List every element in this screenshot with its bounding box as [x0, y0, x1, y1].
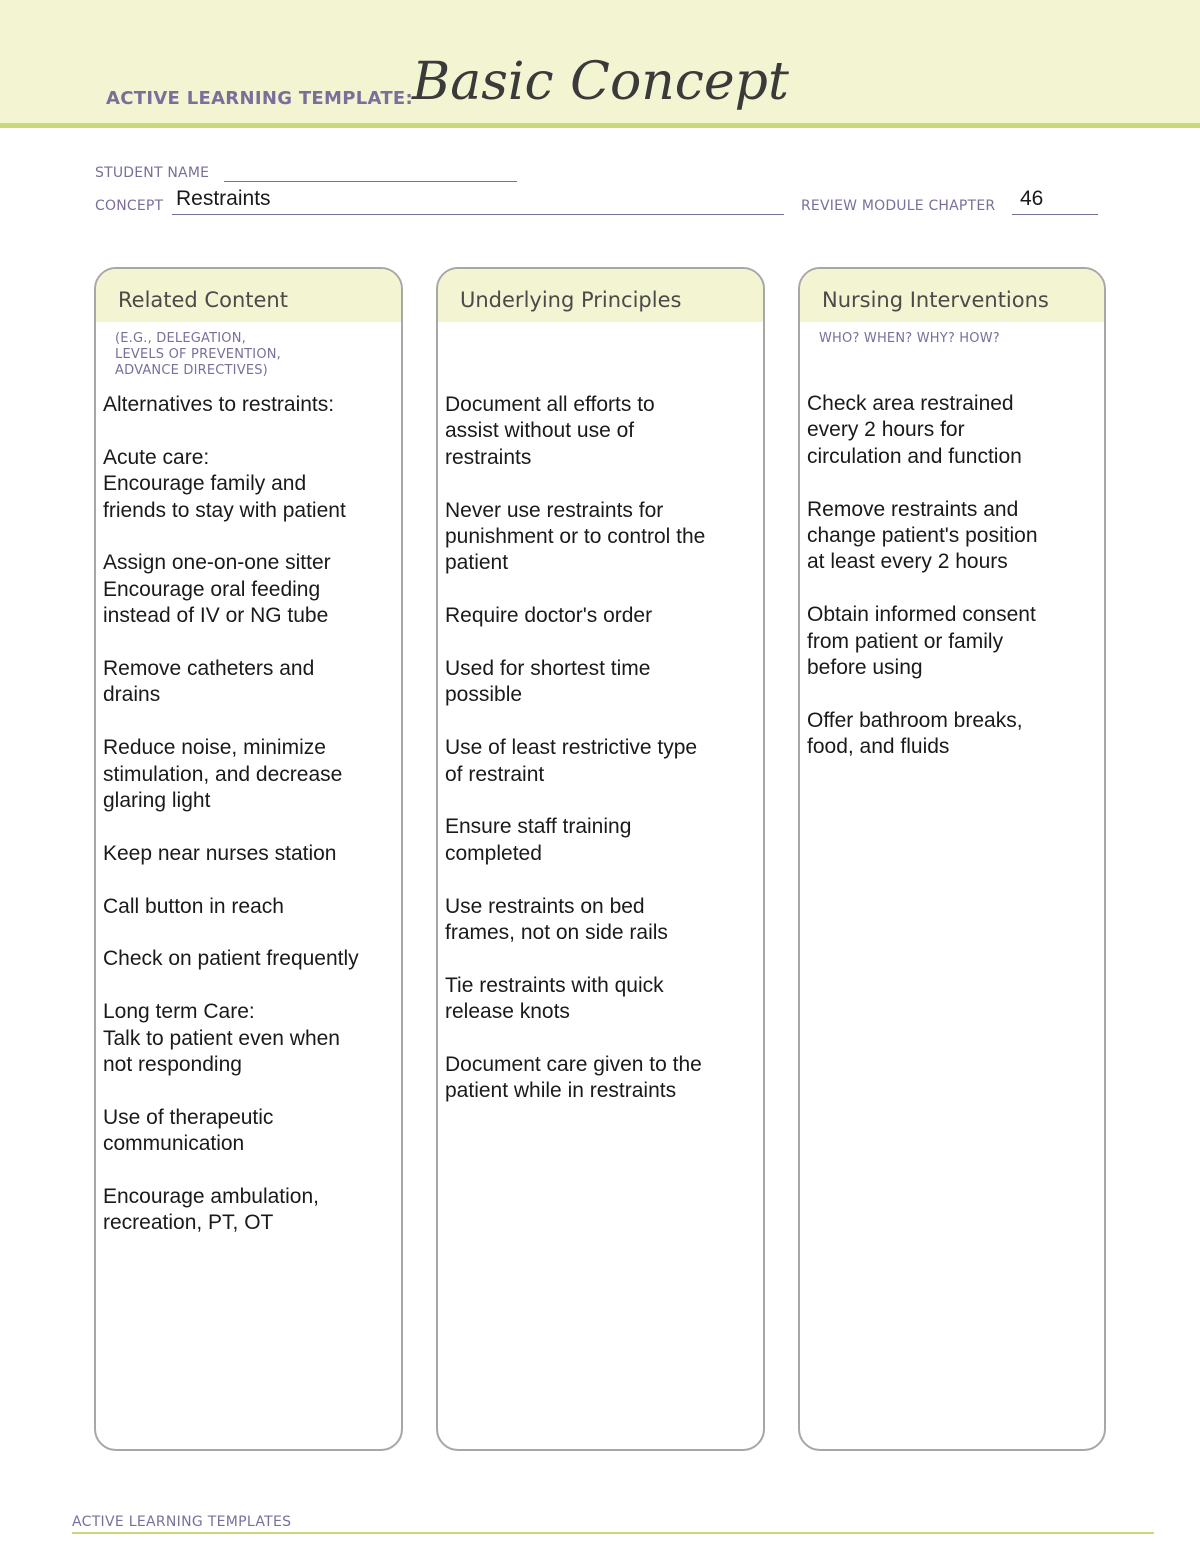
text-line: Remove catheters and	[103, 657, 315, 681]
text-line: Encourage ambulation,	[103, 1185, 319, 1209]
hint-line: (E.G., DELEGATION,	[115, 331, 246, 346]
text-line: communication	[103, 1132, 245, 1156]
text-line	[103, 1158, 393, 1184]
nursing-interventions-card	[798, 267, 1106, 1451]
text-line: recreation, PT, OT	[103, 1211, 274, 1235]
text-line: Document care given to the	[445, 1053, 702, 1077]
text-line	[445, 867, 755, 893]
text-line: Acute care:	[103, 445, 210, 469]
nursing-interventions-title: Nursing Interventions	[822, 288, 1049, 312]
template-brand: ACTIVE LEARNING TEMPLATE:	[106, 88, 413, 109]
chapter-field[interactable]: 46	[1020, 187, 1044, 210]
text-line: glaring light	[103, 789, 211, 813]
text-line: instead of IV or NG tube	[103, 604, 329, 628]
footer-label: ACTIVE LEARNING TEMPLATES	[72, 1514, 292, 1530]
text-line: at least every 2 hours	[807, 550, 1008, 574]
text-line: Keep near nurses station	[103, 841, 337, 865]
text-line: drains	[103, 683, 161, 707]
text-line: Offer bathroom breaks,	[807, 708, 1023, 732]
text-line	[445, 471, 755, 497]
text-line: release knots	[445, 1000, 570, 1024]
text-line	[445, 788, 755, 814]
text-line: food, and fluids	[807, 735, 950, 759]
text-line: Never use restraints for	[445, 498, 664, 522]
text-line: before using	[807, 656, 923, 680]
chapter-label: REVIEW MODULE CHAPTER	[801, 198, 996, 214]
text-line: Ensure staff training	[445, 815, 632, 839]
text-line: Call button in reach	[103, 894, 284, 918]
text-line: Obtain informed consent	[807, 603, 1036, 627]
underlying-principles-body[interactable]	[445, 392, 755, 1105]
text-line: restraints	[445, 445, 532, 469]
text-line: assist without use of	[445, 419, 635, 443]
text-line	[103, 814, 393, 840]
text-line: Use of therapeutic	[103, 1105, 274, 1129]
text-line	[103, 1078, 393, 1104]
text-line: Use of least restrictive type	[445, 736, 698, 760]
text-line	[807, 470, 1096, 496]
text-line	[445, 1026, 755, 1052]
concept-field[interactable]: Restraints	[176, 187, 271, 210]
text-line: change patient's position	[807, 524, 1038, 548]
text-line	[103, 973, 393, 999]
text-line: Use restraints on bed	[445, 894, 645, 918]
text-line: Alternatives to restraints:	[103, 393, 335, 416]
hint-line: ADVANCE DIRECTIVES)	[115, 363, 268, 378]
text-line: Talk to patient even when	[103, 1026, 340, 1050]
text-line: patient	[445, 551, 509, 575]
text-line	[103, 709, 393, 735]
text-line	[445, 630, 755, 656]
text-line: Check on patient frequently	[103, 947, 359, 971]
footer-divider	[72, 1532, 1154, 1534]
related-content-body[interactable]	[103, 392, 393, 1237]
text-line: Encourage oral feeding	[103, 577, 321, 601]
underlying-principles-title: Underlying Principles	[460, 288, 682, 312]
text-line: Used for shortest time	[445, 657, 651, 681]
text-line	[103, 418, 393, 444]
text-line: Require doctor's order	[445, 604, 653, 628]
text-line: stimulation, and decrease	[103, 762, 343, 786]
hint-line: WHO? WHEN? WHY? HOW?	[819, 331, 1000, 346]
text-line: of restraint	[445, 762, 545, 786]
nursing-interventions-body[interactable]	[807, 391, 1096, 761]
text-line: Remove restraints and	[807, 497, 1019, 521]
text-line: Reduce noise, minimize	[103, 736, 326, 760]
text-line	[103, 630, 393, 656]
text-line: possible	[445, 683, 523, 707]
page-title: Basic Concept	[412, 52, 789, 112]
text-line: Check area restrained	[807, 392, 1014, 415]
related-content-hint	[115, 331, 281, 379]
hint-line: LEVELS OF PREVENTION,	[115, 347, 282, 362]
text-line	[103, 524, 393, 550]
text-line: Encourage family and	[103, 472, 307, 496]
text-line: not responding	[103, 1053, 242, 1077]
related-content-title: Related Content	[118, 288, 288, 312]
text-line	[103, 867, 393, 893]
text-line: frames, not on side rails	[445, 921, 668, 945]
text-line: Tie restraints with quick	[445, 973, 664, 997]
text-line: Long term Care:	[103, 1000, 255, 1024]
text-line	[807, 681, 1096, 707]
related-content-card	[94, 267, 403, 1451]
underlying-principles-card	[436, 267, 765, 1451]
text-line	[445, 577, 755, 603]
concept-line	[172, 214, 784, 215]
nursing-interventions-hint	[819, 331, 1000, 347]
text-line: completed	[445, 841, 542, 865]
text-line	[807, 576, 1096, 602]
text-line: Document all efforts to	[445, 393, 655, 416]
text-line	[445, 709, 755, 735]
text-line: every 2 hours for	[807, 418, 965, 442]
text-line	[445, 946, 755, 972]
text-line: patient while in restraints	[445, 1079, 677, 1103]
header-divider	[0, 123, 1200, 128]
text-line: from patient or family	[807, 629, 1004, 653]
student-name-label: STUDENT NAME	[95, 165, 210, 181]
text-line: Assign one-on-one sitter	[103, 551, 331, 575]
text-line: punishment or to control the	[445, 525, 706, 549]
student-name-line	[224, 181, 517, 182]
text-line	[103, 920, 393, 946]
text-line: friends to stay with patient	[103, 498, 346, 522]
text-line: circulation and function	[807, 444, 1022, 468]
chapter-line	[1012, 214, 1098, 215]
concept-label: CONCEPT	[95, 198, 164, 214]
